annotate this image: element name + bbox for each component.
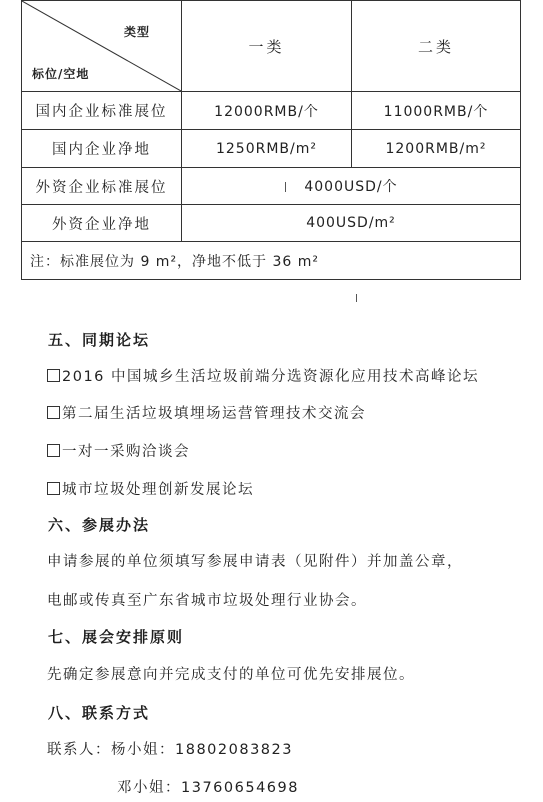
checkbox-icon xyxy=(47,369,60,382)
position-label: 标位/空地 xyxy=(32,67,90,81)
method-line: 电邮或传真至广东省城市垃圾处理行业协会。 xyxy=(47,593,367,609)
forum-item: 城市垃圾处理创新发展论坛 xyxy=(47,478,254,499)
price-cell: 1200RMB/m² xyxy=(352,130,521,168)
price-cell: 4000USD/个 xyxy=(182,168,521,205)
table-row xyxy=(22,130,521,168)
scan-mark xyxy=(285,182,286,192)
section-heading-forum: 五、同期论坛 xyxy=(48,331,151,349)
section-heading-method: 六、参展办法 xyxy=(48,516,151,534)
row-label: 外资企业标准展位 xyxy=(22,168,182,205)
type-label: 类型 xyxy=(124,25,151,39)
table-row xyxy=(22,92,521,130)
table-note: 注：标准展位为 9 m²，净地不低于 36 m² xyxy=(22,242,521,280)
forum-item: 一对一采购洽谈会 xyxy=(47,440,190,461)
forum-item: 2016 中国城乡生活垃圾前端分选资源化应用技术高峰论坛 xyxy=(47,365,479,386)
contact-line xyxy=(47,738,293,759)
price-cell: 1250RMB/m² xyxy=(182,130,352,168)
scan-mark xyxy=(356,294,357,302)
contact-label: 联系人： xyxy=(47,742,111,758)
class1-header: 一类 xyxy=(182,1,352,92)
row-label: 国内企业标准展位 xyxy=(22,92,182,130)
method-line: 申请参展的单位须填写参展申请表（见附件）并加盖公章， xyxy=(47,554,463,570)
contact-person: 邓小姐：13760654698 xyxy=(117,780,299,796)
table-row xyxy=(22,168,521,205)
price-cell: 400USD/m² xyxy=(182,205,521,242)
checkbox-icon xyxy=(47,482,60,495)
row-label: 国内企业净地 xyxy=(22,130,182,168)
section-heading-principle: 七、展会安排原则 xyxy=(48,628,185,646)
price-cell: 12000RMB/个 xyxy=(182,92,352,130)
table-header-row xyxy=(22,1,521,92)
row-label: 外资企业净地 xyxy=(22,205,182,242)
contact-person: 杨小姐：18802083823 xyxy=(111,742,293,758)
forum-item: 第二届生活垃圾填埋场运营管理技术交流会 xyxy=(47,402,366,423)
table-note-row xyxy=(22,242,521,280)
principle-line: 先确定参展意向并完成支付的单位可优先安排展位。 xyxy=(47,667,415,683)
pricing-table xyxy=(21,0,521,280)
table-row xyxy=(22,205,521,242)
price-cell: 11000RMB/个 xyxy=(352,92,521,130)
checkbox-icon xyxy=(47,444,60,457)
diagonal-header-cell xyxy=(22,1,182,92)
checkbox-icon xyxy=(47,406,60,419)
class2-header: 二类 xyxy=(352,1,521,92)
section-heading-contact: 八、联系方式 xyxy=(48,704,151,722)
